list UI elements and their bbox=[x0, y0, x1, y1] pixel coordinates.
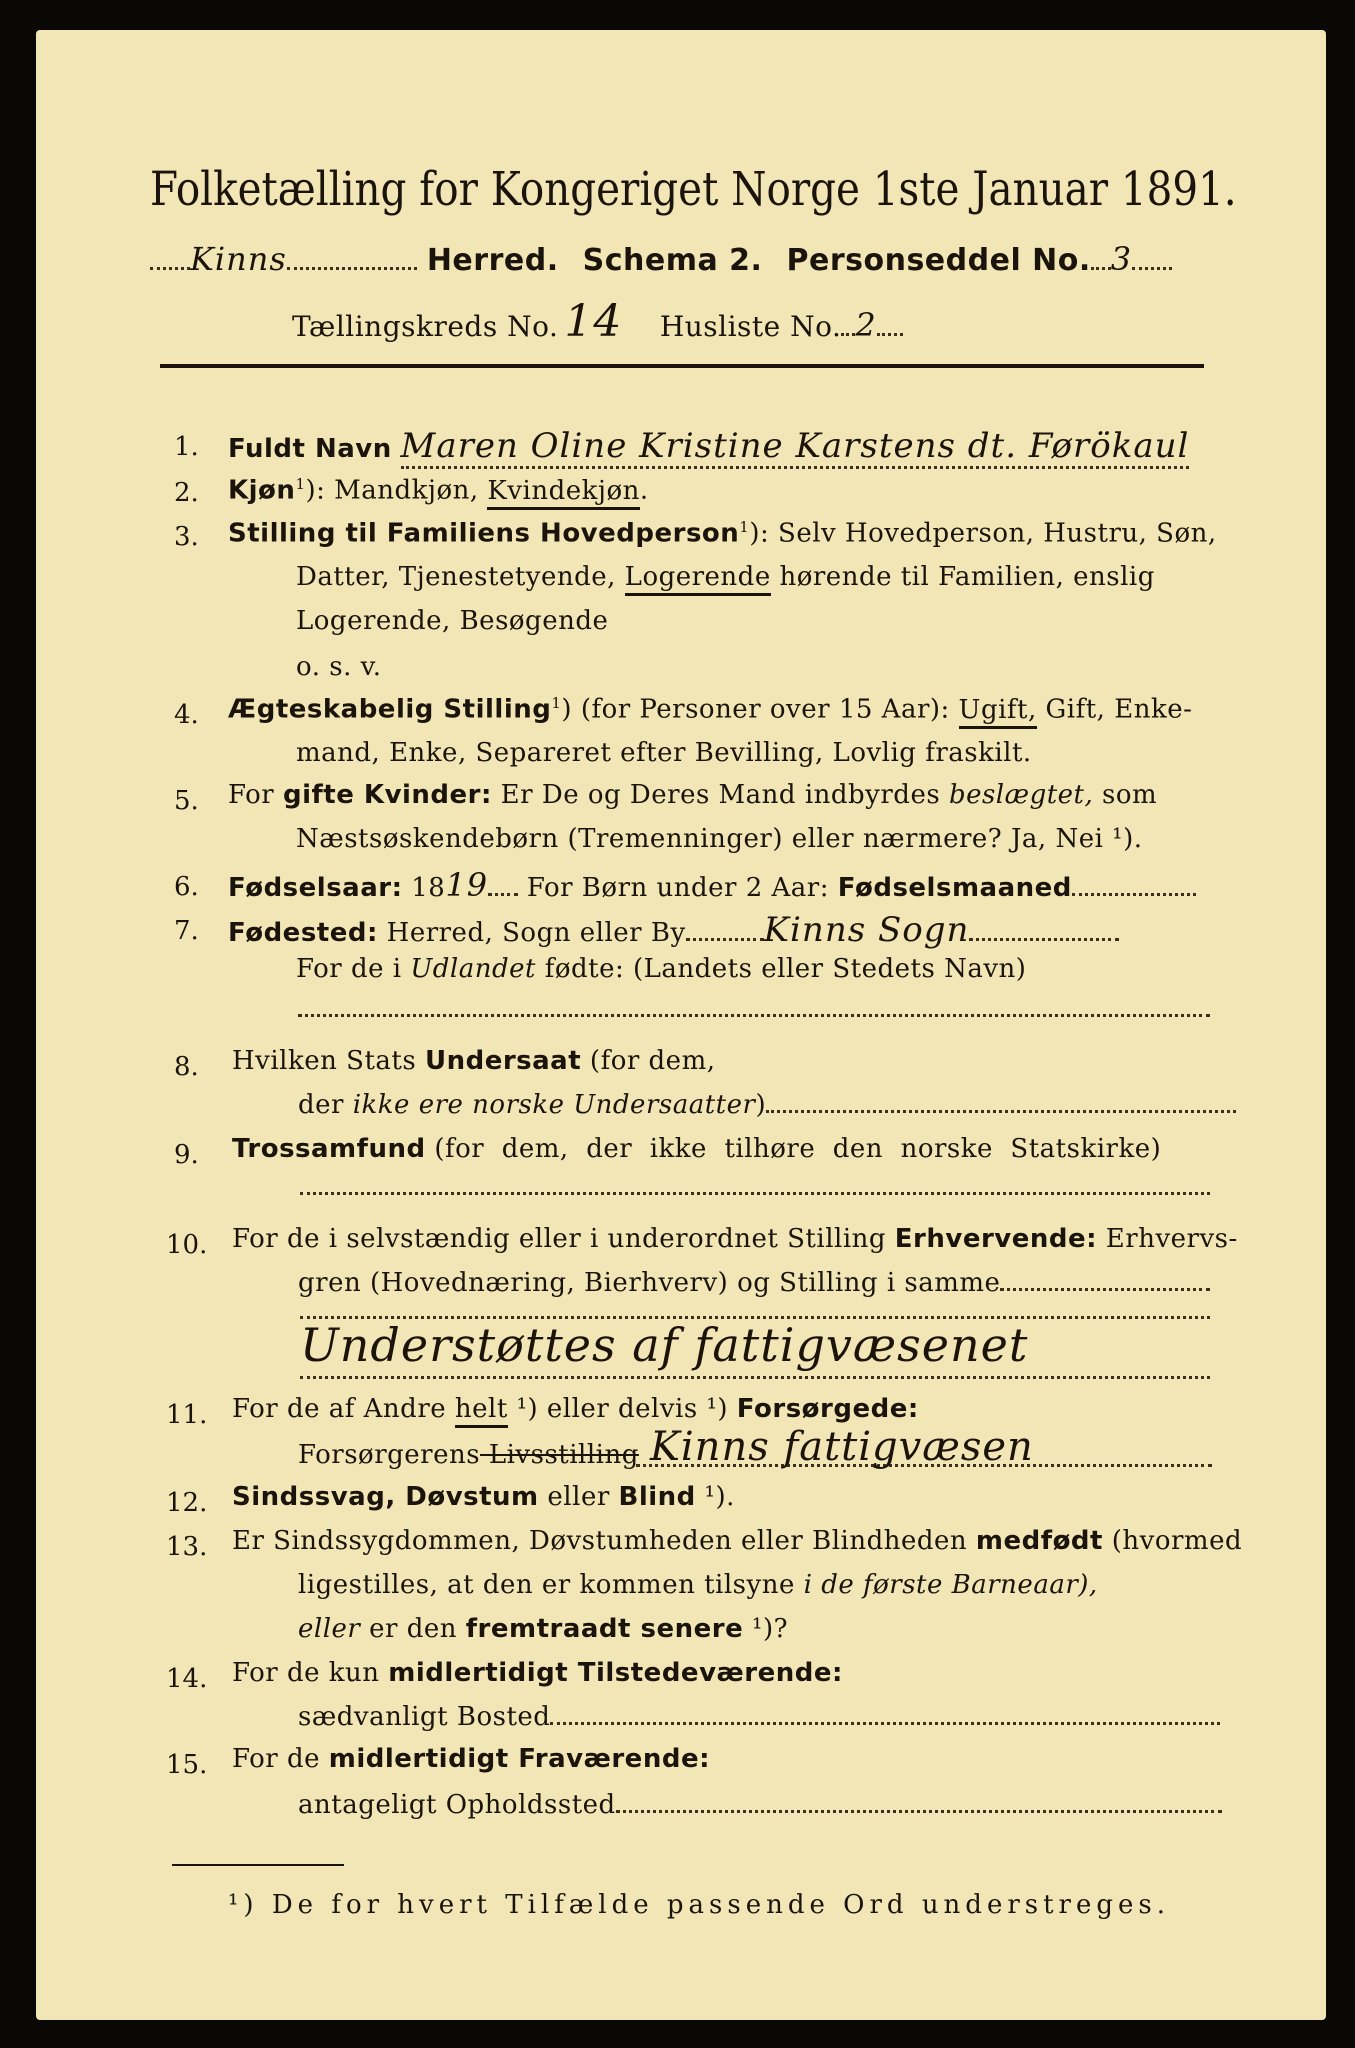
q4-label: Ægteskabelig Stilling bbox=[228, 694, 552, 725]
q8-line2-a: der bbox=[298, 1090, 353, 1120]
q7-label: Fødested: bbox=[228, 918, 378, 948]
q6-row bbox=[228, 866, 1196, 904]
q13-line1-a: Er Sindssygdommen, Døvstumheden eller Blindheden bbox=[232, 1526, 976, 1556]
q3-line2-a: Datter, Tjenestetyende, bbox=[296, 562, 625, 592]
q6-answer: 19 bbox=[445, 866, 489, 904]
q7-blank-line bbox=[298, 1014, 1210, 1017]
q8-line1 bbox=[232, 1046, 715, 1076]
husliste-label: Husliste No. bbox=[659, 310, 842, 343]
q2-label: Kjøn bbox=[228, 475, 296, 506]
q8-label: Undersaat bbox=[424, 1046, 582, 1076]
q5-line1-c: som bbox=[1093, 780, 1158, 810]
q5-line1-b: Er De og Deres Mand indbyrdes bbox=[491, 780, 949, 810]
q13-line3 bbox=[298, 1614, 788, 1644]
q11-struck-text: Livsstilling bbox=[480, 1440, 639, 1470]
q14-label: midlertidigt Tilstedeværende: bbox=[388, 1658, 843, 1688]
q12-row bbox=[232, 1482, 735, 1512]
q11-label: Forsørgede: bbox=[736, 1394, 919, 1424]
q8-line2 bbox=[298, 1090, 1236, 1120]
q10-number: 10. bbox=[166, 1230, 208, 1260]
q11-line1 bbox=[232, 1394, 919, 1424]
q13-label2: fremtraadt senere bbox=[465, 1614, 744, 1644]
q15-line1 bbox=[232, 1744, 710, 1774]
q7-line2 bbox=[296, 954, 1026, 984]
q5-number: 5. bbox=[174, 786, 199, 816]
q4-line1-b: Gift, Enke- bbox=[1036, 694, 1193, 725]
form-title: Folketælling for Kongeriget Norge 1ste Januar 1891. bbox=[150, 162, 1237, 217]
q7-italic: Udlandet bbox=[410, 954, 536, 984]
q13-line2-a: ligestilles, at den er kommen tilsyne bbox=[298, 1570, 804, 1600]
q9-label: Trossamfund bbox=[232, 1134, 426, 1164]
q7-line2-b: fødte: (Landets eller Stedets Navn) bbox=[535, 954, 1027, 984]
husliste-value: 2 bbox=[855, 306, 877, 344]
herred-label: Herred. bbox=[426, 243, 559, 278]
schema-label: Schema 2. bbox=[582, 243, 763, 278]
q5-label: gifte Kvinder: bbox=[282, 780, 492, 810]
q1-number: 1. bbox=[174, 432, 199, 462]
q13-line1 bbox=[232, 1526, 1242, 1556]
q12-label: Sindssvag, Døvstum bbox=[232, 1482, 539, 1512]
q12-label2: Blind bbox=[618, 1482, 696, 1512]
q13-number: 13. bbox=[166, 1532, 208, 1562]
q12-number: 12. bbox=[166, 1488, 208, 1518]
q9-number: 9. bbox=[174, 1140, 199, 1170]
q10-line2-text: gren (Hovednæring, Bierhverv) og Stilling i samme bbox=[298, 1268, 1001, 1298]
q2-number: 2. bbox=[174, 478, 199, 508]
q10-label: Erhvervende: bbox=[894, 1224, 1098, 1254]
q6-label: Fødselsaar: bbox=[228, 873, 403, 903]
q6-middle: For Børn under 2 Aar: bbox=[518, 873, 838, 903]
q7-line1 bbox=[228, 910, 1119, 950]
q10-line2 bbox=[298, 1268, 1210, 1298]
q5-line1 bbox=[228, 780, 1157, 810]
q3-line4: o. s. v. bbox=[296, 652, 382, 682]
q5-italic: beslægtet, bbox=[948, 780, 1094, 810]
q7-answer: Kinns Sogn bbox=[763, 910, 970, 950]
q3-number: 3. bbox=[174, 522, 199, 552]
herred-value: Kinns bbox=[190, 240, 287, 278]
q8-line1-a: Hvilken Stats bbox=[232, 1046, 425, 1076]
q6-prefix: 18 bbox=[402, 873, 446, 903]
q11-line2-a: Forsørgerens bbox=[298, 1440, 481, 1470]
q8-number: 8. bbox=[174, 1052, 199, 1082]
header-taellingskreds-row bbox=[292, 296, 903, 347]
q13-line3-a: er den bbox=[360, 1614, 466, 1644]
q11-number: 11. bbox=[166, 1400, 208, 1430]
q2-underlined-answer: Kvindekjøn bbox=[487, 476, 639, 510]
q4-number: 4. bbox=[174, 700, 199, 730]
q3-line2 bbox=[296, 562, 1155, 592]
q9-row bbox=[232, 1134, 1161, 1164]
q2-text-b: . bbox=[639, 475, 649, 506]
q8-line2-b: ) bbox=[755, 1090, 767, 1120]
q13-line3-italic: eller bbox=[298, 1614, 361, 1644]
q3-line3: Logerende, Besøgende bbox=[296, 606, 609, 636]
personseddel-value: 3 bbox=[1110, 240, 1133, 278]
header-rule bbox=[160, 364, 1204, 368]
q5-line1-a: For bbox=[228, 780, 283, 810]
q13-line2 bbox=[298, 1570, 1098, 1600]
q7-line1-rest: Herred, Sogn eller By bbox=[377, 918, 686, 948]
q12-mid: eller bbox=[538, 1482, 619, 1512]
q10-line1 bbox=[232, 1224, 1238, 1254]
q2-text-a: ): Mandkjøn, bbox=[305, 475, 488, 506]
q11-underlined-answer: helt bbox=[455, 1394, 508, 1428]
q13-line1-b: (hvormed bbox=[1102, 1526, 1243, 1556]
q4-underlined-answer: Ugift, bbox=[959, 695, 1037, 729]
q12-rest: ¹). bbox=[695, 1482, 735, 1512]
q10-line1-b: Erhvervs- bbox=[1097, 1224, 1238, 1254]
q11-line1-a: For de af Andre bbox=[232, 1394, 455, 1424]
q7-line2-a: For de i bbox=[296, 954, 411, 984]
q4-line2: mand, Enke, Separeret efter Bevilling, Lovlig fraskilt. bbox=[296, 738, 1032, 768]
q3-line1-rest: ): Selv Hovedperson, Hustru, Søn, bbox=[749, 518, 1217, 549]
q3-label: Stilling til Familiens Hovedperson bbox=[228, 518, 740, 549]
q3-line2-b: hørende til Familien, enslig bbox=[770, 562, 1155, 592]
q13-italic: i de første Barneaar), bbox=[803, 1570, 1098, 1600]
q8-line1-b: (for dem, bbox=[581, 1046, 716, 1076]
q15-label: midlertidigt Fraværende: bbox=[328, 1744, 710, 1774]
q2-footnote-mark: 1 bbox=[295, 475, 306, 493]
q7-number: 7. bbox=[174, 916, 199, 946]
q11-answer: Kinns fattigvæsen bbox=[650, 1424, 1034, 1470]
personseddel-label: Personseddel No. bbox=[786, 243, 1091, 278]
q14-number: 14. bbox=[166, 1664, 208, 1694]
q3-underlined-answer: Logerende bbox=[625, 562, 771, 596]
q15-line2-text: antageligt Opholdssted bbox=[298, 1790, 616, 1820]
q1-label: Fuldt Navn bbox=[228, 434, 392, 464]
footnote: ¹) De for hvert Tilfælde passende Ord understreges. bbox=[228, 1890, 1171, 1920]
q15-number: 15. bbox=[166, 1750, 208, 1780]
q6-label2: Fødselsmaaned bbox=[837, 873, 1072, 903]
taellingskreds-value: 14 bbox=[564, 296, 623, 347]
q10-answer: Understøttes af fattigvæsenet bbox=[300, 1318, 1029, 1372]
footnote-rule bbox=[172, 1864, 344, 1866]
q15-line1-a: For de bbox=[232, 1744, 329, 1774]
header-herred-row bbox=[150, 240, 1172, 278]
q1-answer: Maren Oline Kristine Karstens dt. Førökaul bbox=[401, 426, 1190, 469]
q6-number: 6. bbox=[174, 872, 199, 902]
q10-line1-a: For de i selvstændig eller i underordnet Stilling bbox=[232, 1224, 895, 1254]
q5-line2: Næstsøskendebørn (Tremenninger) eller nærmere? Ja, Nei ¹). bbox=[296, 824, 1143, 854]
q13-label: medfødt bbox=[975, 1526, 1103, 1556]
taellingskreds-label: Tællingskreds No. bbox=[292, 310, 559, 343]
q13-line3-b: ¹)? bbox=[743, 1614, 789, 1644]
q9-rest: (for dem, der ikke tilhøre den norske Statskirke) bbox=[425, 1134, 1162, 1164]
q8-italic: ikke ere norske Undersaatter bbox=[352, 1090, 756, 1120]
q14-line1-a: For de kun bbox=[232, 1658, 389, 1688]
q4-line1-a: ) (for Personer over 15 Aar): bbox=[561, 694, 959, 725]
q14-line2-text: sædvanligt Bosted bbox=[298, 1702, 551, 1732]
q11-line2 bbox=[298, 1440, 639, 1470]
q11-line1-b: ¹) eller delvis ¹) bbox=[507, 1394, 737, 1424]
q14-line2 bbox=[298, 1702, 1220, 1732]
q4-line1: Ægteskabelig Stilling$^1$) (for Personer over 15 Aar): Ugift, Gift, Enke- bbox=[228, 694, 1192, 725]
q3-line1: Stilling til Familiens Hovedperson$^1$): Selv Hovedperson, Hustru, Søn, bbox=[228, 518, 1217, 549]
q15-line2 bbox=[298, 1790, 1222, 1820]
q14-line1 bbox=[232, 1658, 843, 1688]
q2-row bbox=[228, 475, 649, 506]
q1-row bbox=[228, 426, 1189, 466]
q9-blank-line bbox=[300, 1192, 1210, 1195]
